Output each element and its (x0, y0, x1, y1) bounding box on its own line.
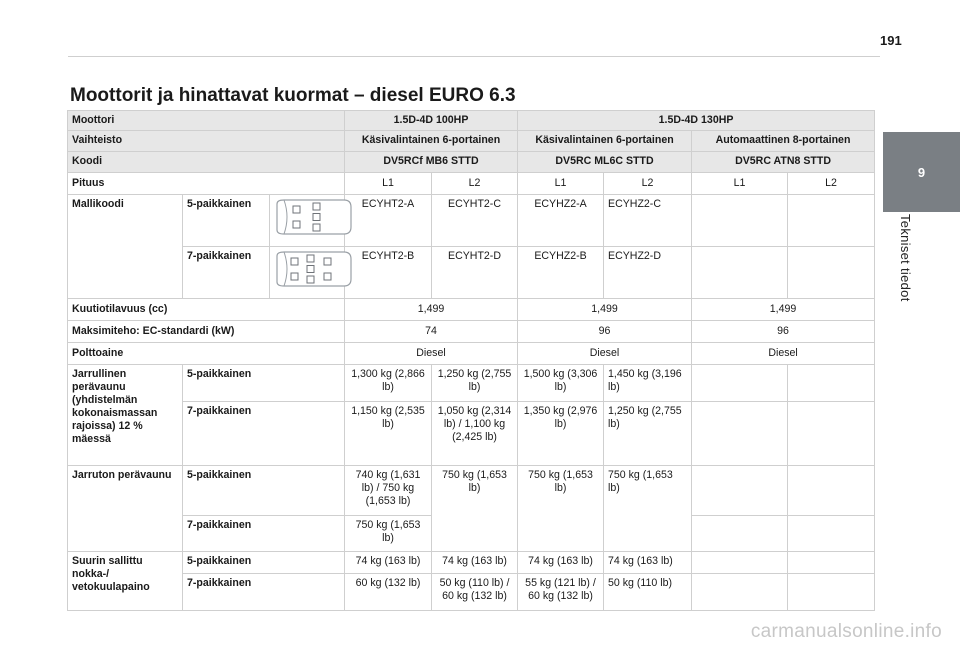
table-cell: 74 kg (163 lb) (432, 552, 518, 574)
table-cell: ECYHT2-C (432, 195, 518, 247)
seat-icon-cell (270, 247, 345, 299)
table-cell: Diesel (345, 343, 518, 365)
table-cell (692, 552, 788, 574)
table-cell: 1,450 kg (3,196 lb) (604, 365, 692, 402)
table-cell: ECYHZ2-C (604, 195, 692, 247)
table-cell: L2 (788, 173, 875, 195)
table-cell (692, 195, 788, 247)
seat-label: 5-paikkainen (183, 195, 270, 247)
table-row (68, 321, 875, 343)
table-row (68, 574, 875, 611)
row-label: Pituus (68, 173, 345, 195)
table-row (68, 343, 875, 365)
table-cell: L2 (604, 173, 692, 195)
table-row (68, 111, 875, 131)
seat-label: 7-paikkainen (183, 247, 270, 299)
section-title: Tekniset tiedot (898, 214, 913, 302)
table-cell: 1,499 (692, 299, 875, 321)
table-cell: 750 kg (1,653 lb) (432, 466, 518, 552)
table-cell: Automaattinen 8-portainen (692, 131, 875, 152)
table-cell: 1,499 (345, 299, 518, 321)
table-cell: 740 kg (1,631 lb) / 750 kg (1,653 lb) (345, 466, 432, 516)
table-cell (692, 466, 788, 516)
seat-label: 5-paikkainen (183, 466, 345, 516)
table-cell (788, 516, 875, 552)
table-cell: 50 kg (110 lb) (604, 574, 692, 611)
table-cell: 1,500 kg (3,306 lb) (518, 365, 604, 402)
table-cell: Diesel (518, 343, 692, 365)
row-label: Suurin sallittu nokka-/ vetokuulapaino (68, 552, 183, 611)
table-cell (788, 466, 875, 516)
table-cell (788, 574, 875, 611)
table-cell (788, 365, 875, 402)
table-row (68, 173, 875, 195)
table-cell: 1,050 kg (2,314 lb) / 1,100 kg (2,425 lb) (432, 402, 518, 466)
table-row (68, 365, 875, 402)
table-cell: 50 kg (110 lb) / 60 kg (132 lb) (432, 574, 518, 611)
table-cell: 750 kg (1,653 lb) (345, 516, 432, 552)
table-row (68, 466, 875, 516)
seat-layout-7-icon (274, 250, 354, 288)
row-label: Jarruton perävaunu (68, 466, 183, 552)
table-cell: 1,499 (518, 299, 692, 321)
table-cell: 96 (518, 321, 692, 343)
table-cell: DV5RC ATN8 STTD (692, 152, 875, 173)
table-cell (692, 247, 788, 299)
row-label: Jarrullinen perävaunu (yhdistelmän kokonaismassan rajoissa) 12 % mäessä (68, 365, 183, 466)
table-cell: DV5RC ML6C STTD (518, 152, 692, 173)
table-cell: ECYHZ2-A (518, 195, 604, 247)
table-cell: ECYHT2-B (345, 247, 432, 299)
table-cell: 74 kg (163 lb) (518, 552, 604, 574)
engine-spec-table (67, 110, 875, 611)
table-row (68, 299, 875, 321)
table-cell (692, 365, 788, 402)
table-cell: 1,250 kg (2,755 lb) (432, 365, 518, 402)
top-divider (68, 56, 880, 57)
page-title: Moottorit ja hinattavat kuormat – diesel EURO 6.3 (70, 85, 516, 106)
table-row (68, 402, 875, 466)
table-cell: 750 kg (1,653 lb) (604, 466, 692, 552)
table-cell: 55 kg (121 lb) / 60 kg (132 lb) (518, 574, 604, 611)
table-cell (788, 195, 875, 247)
table-row (68, 152, 875, 173)
section-number: 9 (917, 164, 926, 180)
table-cell: ECYHZ2-B (518, 247, 604, 299)
row-label: Kuutiotilavuus (cc) (68, 299, 345, 321)
table-cell: 74 (345, 321, 518, 343)
table-cell: ECYHT2-D (432, 247, 518, 299)
row-label: Koodi (68, 152, 345, 173)
table-cell: 1,300 kg (2,866 lb) (345, 365, 432, 402)
table-cell: 750 kg (1,653 lb) (518, 466, 604, 552)
table-row (68, 195, 875, 247)
seat-label: 7-paikkainen (183, 574, 345, 611)
table-cell: 1.5D-4D 130HP (518, 111, 875, 131)
seat-label: 7-paikkainen (183, 516, 345, 552)
section-tab[interactable] (883, 132, 960, 212)
table-cell: Käsivalintainen 6-portainen (345, 131, 518, 152)
table-cell (692, 516, 788, 552)
table-cell: Käsivalintainen 6-portainen (518, 131, 692, 152)
table-cell: L2 (432, 173, 518, 195)
table-row (68, 247, 875, 299)
table-cell: 1,150 kg (2,535 lb) (345, 402, 432, 466)
table-cell: L1 (692, 173, 788, 195)
seat-icon-cell (270, 195, 345, 247)
table-cell: ECYHT2-A (345, 195, 432, 247)
page-number: 191 (880, 33, 902, 48)
seat-label: 7-paikkainen (183, 402, 345, 466)
table-cell: Diesel (692, 343, 875, 365)
table-cell: 74 kg (163 lb) (604, 552, 692, 574)
table-cell: 1.5D-4D 100HP (345, 111, 518, 131)
table-cell: L1 (345, 173, 432, 195)
table-cell (692, 402, 788, 466)
table-row (68, 131, 875, 152)
seat-layout-5-icon (274, 198, 354, 236)
table-cell: L1 (518, 173, 604, 195)
table-cell (692, 574, 788, 611)
table-row (68, 552, 875, 574)
row-label: Moottori (68, 111, 345, 131)
table-cell: 1,250 kg (2,755 lb) (604, 402, 692, 466)
seat-label: 5-paikkainen (183, 552, 345, 574)
row-label: Maksimiteho: EC-standardi (kW) (68, 321, 345, 343)
table-cell: ECYHZ2-D (604, 247, 692, 299)
row-label: Mallikoodi (68, 195, 183, 299)
row-label: Polttoaine (68, 343, 345, 365)
table-cell: DV5RCf MB6 STTD (345, 152, 518, 173)
table-cell: 74 kg (163 lb) (345, 552, 432, 574)
seat-label: 5-paikkainen (183, 365, 345, 402)
table-cell (788, 402, 875, 466)
table-cell: 96 (692, 321, 875, 343)
table-cell (788, 247, 875, 299)
table-cell: 1,350 kg (2,976 lb) (518, 402, 604, 466)
watermark[interactable]: carmanualsonline.info (750, 621, 942, 642)
table-cell (788, 552, 875, 574)
row-label: Vaihteisto (68, 131, 345, 152)
table-cell: 60 kg (132 lb) (345, 574, 432, 611)
